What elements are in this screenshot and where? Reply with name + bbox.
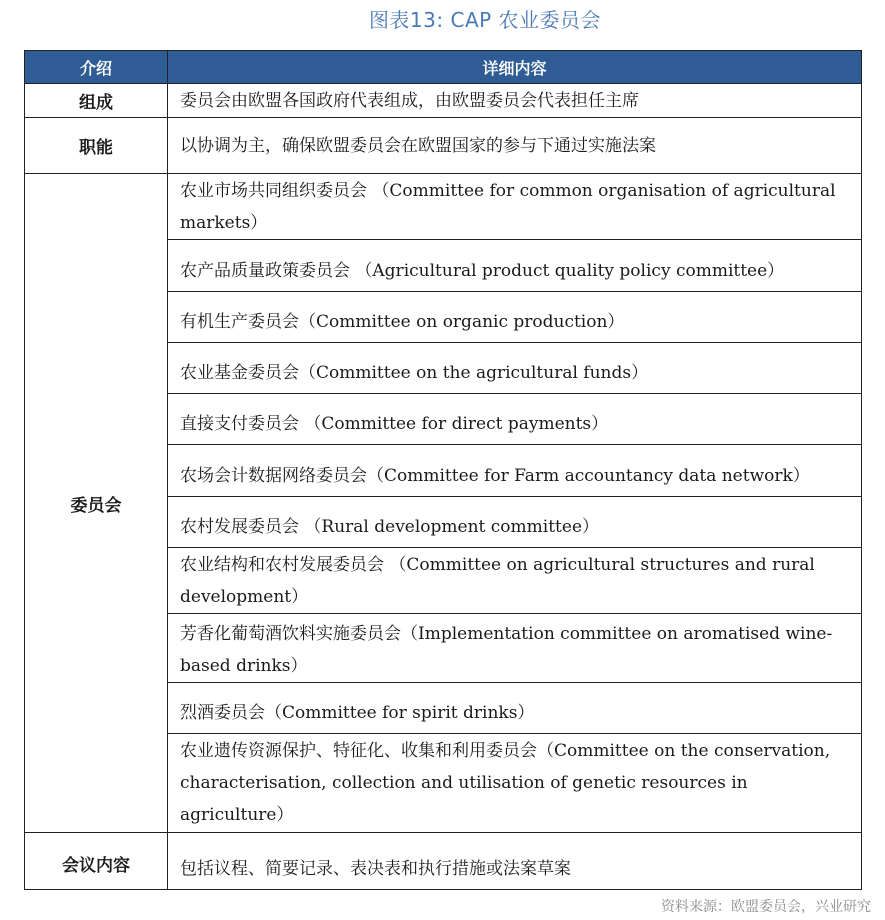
committee-item: 芳香化葡萄酒饮料实施委员会（Implementation committee on aromatised wine-based drinks） [168, 614, 862, 683]
row-label-committees: 委员会 [25, 174, 168, 833]
row-label-composition: 组成 [25, 84, 168, 118]
table-row [25, 118, 862, 174]
committee-item: 农村发展委员会 （Rural development committee） [168, 497, 862, 548]
table-row [25, 174, 862, 240]
table-row [25, 833, 862, 890]
figure-title: 图表13: CAP 农业委员会 [368, 8, 602, 32]
committee-item: 农业市场共同组织委员会 （Committee for common organisation of agricultural markets） [168, 174, 862, 240]
table-row [25, 84, 862, 118]
header-intro: 介绍 [25, 51, 168, 84]
committee-item: 农业结构和农村发展委员会 （Committee on agricultural structures and rural development） [168, 548, 862, 614]
header-details: 详细内容 [168, 51, 862, 84]
table-header-row [25, 51, 862, 84]
committee-item: 有机生产委员会（Committee on organic production） [168, 292, 862, 343]
row-text-meeting: 包括议程、简要记录、表决表和执行措施或法案草案 [168, 833, 862, 890]
row-text-function: 以协调为主，确保欧盟委员会在欧盟国家的参与下通过实施法案 [168, 118, 862, 174]
source-note: 资料来源：欧盟委员会，兴业研究 [661, 899, 871, 915]
committee-item: 直接支付委员会 （Committee for direct payments） [168, 394, 862, 445]
committee-item: 农场会计数据网络委员会（Committee for Farm accountancy data network） [168, 445, 862, 497]
committee-item: 农业遗传资源保护、特征化、收集和利用委员会（Committee on the conservation, characterisation, collection and utilisation of genetic resources in agriculture） [168, 734, 862, 833]
row-label-function: 职能 [25, 118, 168, 174]
row-label-meeting: 会议内容 [25, 833, 168, 890]
committee-item: 烈酒委员会（Committee for spirit drinks） [168, 683, 862, 734]
committee-item: 农业基金委员会（Committee on the agricultural funds） [168, 343, 862, 394]
committee-table [24, 50, 862, 890]
row-text-composition: 委员会由欧盟各国政府代表组成，由欧盟委员会代表担任主席 [168, 84, 862, 118]
committee-item: 农产品质量政策委员会 （Agricultural product quality policy committee） [168, 240, 862, 292]
